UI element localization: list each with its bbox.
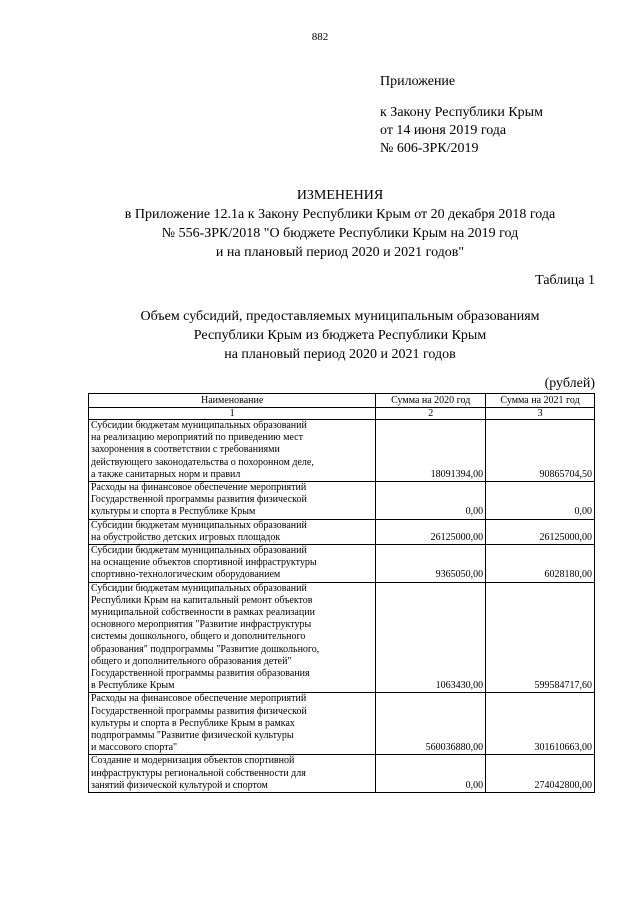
table-row <box>89 755 595 793</box>
column-number: 1 <box>89 408 376 420</box>
row-name-line: муниципальной собственности в рамках реализации <box>91 607 315 619</box>
page-number: 882 <box>311 31 329 43</box>
column-header-name: Наименование <box>89 394 376 408</box>
subtitle-line: Объем субсидий, предоставляемых муниципальным образованиям <box>140 309 540 324</box>
row-name-line: Субсидии бюджетам муниципальных образований <box>91 420 307 431</box>
table-row <box>89 545 595 583</box>
row-name-line: действующего законодательства о похоронном деле, <box>91 456 314 468</box>
amount-2020: 0,00 <box>376 755 486 793</box>
row-name-line: подпрограммы "Развитие физической культуры <box>91 730 294 742</box>
heading-line: № 556-ЗРК/2018 "О бюджете Республики Крым на 2019 год <box>161 226 519 241</box>
amount-2021: 26125000,00 <box>486 519 595 544</box>
table-row <box>89 582 595 693</box>
table-row <box>89 519 595 544</box>
amount-2021: 90865704,50 <box>486 420 595 482</box>
table-label: Таблица 1 <box>535 273 595 288</box>
row-name <box>89 693 376 755</box>
row-name-line: занятий физической культурой и спортом <box>91 779 268 791</box>
row-name-line: системы дошкольного, общего и дополнительного <box>91 631 306 643</box>
column-number: 3 <box>486 408 595 420</box>
row-name-line: спортивно-технологическим оборудованием <box>91 569 281 581</box>
table-subtitle <box>60 307 620 364</box>
row-name-line: а также санитарных норм и правил <box>91 468 241 480</box>
row-name <box>89 582 376 693</box>
column-number: 2 <box>376 408 486 420</box>
row-name-line: образования" подпрограммы "Развитие дошкольного, <box>91 643 320 655</box>
row-name <box>89 420 376 482</box>
row-name-line: в Республике Крым <box>91 680 175 692</box>
amount-2020: 0,00 <box>376 482 486 520</box>
amount-2021: 0,00 <box>486 482 595 520</box>
row-name <box>89 519 376 544</box>
heading-title: ИЗМЕНЕНИЯ <box>296 188 384 203</box>
table-row <box>89 420 595 482</box>
appendix-block <box>380 73 543 158</box>
row-name-line: Государственной программы развития физической <box>91 705 307 717</box>
table-row <box>89 482 595 520</box>
appendix-line: № 606-ЗРК/2019 <box>380 141 479 156</box>
appendix-title: Приложение <box>380 74 456 89</box>
row-name <box>89 545 376 583</box>
amount-2020: 18091394,00 <box>376 420 486 482</box>
subtitle-line: Республики Крым из бюджета Республики Крым <box>193 328 487 343</box>
row-name <box>89 755 376 793</box>
row-name-line: инфраструктуры региональной собственности для <box>91 767 306 779</box>
amount-2021: 6028180,00 <box>486 545 595 583</box>
row-name-line: Государственной программы развития физической <box>91 494 307 506</box>
amount-2020: 560036880,00 <box>376 693 486 755</box>
row-name <box>89 482 376 520</box>
amount-2021: 301610663,00 <box>486 693 595 755</box>
column-header-2020: Сумма на 2020 год <box>376 394 486 408</box>
heading-line: и на плановый период 2020 и 2021 годов" <box>215 245 465 260</box>
appendix-line: к Закону Республики Крым <box>380 105 543 120</box>
document-heading <box>60 186 620 262</box>
row-name-line: и массового спорта" <box>91 742 178 754</box>
amount-2021: 599584717,60 <box>486 582 595 693</box>
row-name-line: культуры и спорта в Республике Крым в рамках <box>91 717 295 729</box>
table-row <box>89 693 595 755</box>
row-name-line: Государственной программы развития образования <box>91 668 310 680</box>
row-name-line: основного мероприятия "Развитие инфраструктуры <box>91 619 312 631</box>
row-name-line: на реализацию мероприятий по приведению мест <box>91 432 303 444</box>
row-name-line: культуры и спорта в Республике Крым <box>91 506 256 518</box>
row-name-line: на обустройство детских игровых площадок <box>91 531 281 543</box>
subsidies-table <box>88 393 595 793</box>
row-name-line: Создание и модернизация объектов спортивной <box>91 755 295 767</box>
amount-2021: 274042800,00 <box>486 755 595 793</box>
row-name-line: Расходы на финансовое обеспечение мероприятий <box>91 482 307 494</box>
amount-2020: 9365050,00 <box>376 545 486 583</box>
amount-2020: 26125000,00 <box>376 519 486 544</box>
unit-label: (рублей) <box>544 376 595 391</box>
row-name-line: Субсидии бюджетам муниципальных образований <box>91 519 307 531</box>
column-header-2021: Сумма на 2021 год <box>486 394 595 408</box>
row-name-line: общего и дополнительного образования детей" <box>91 655 292 667</box>
appendix-line: от 14 июня 2019 года <box>380 123 507 138</box>
table-header-row <box>89 394 595 408</box>
subtitle-line: на плановый период 2020 и 2021 годов <box>224 347 456 362</box>
row-name-line: на оснащение объектов спортивной инфраструктуры <box>91 557 317 569</box>
row-name-line: Субсидии бюджетам муниципальных образований <box>91 582 307 594</box>
row-name-line: Республики Крым на капитальный ремонт объектов <box>91 594 313 606</box>
row-name-line: Расходы на финансовое обеспечение мероприятий <box>91 693 307 705</box>
row-name-line: Субсидии бюджетам муниципальных образований <box>91 545 307 557</box>
row-name-line: захоронения в соответствии с требованиями <box>91 444 280 456</box>
amount-2020: 1063430,00 <box>376 582 486 693</box>
column-number-row <box>89 408 595 420</box>
heading-line: в Приложение 12.1а к Закону Республики Крым от 20 декабря 2018 года <box>124 207 556 222</box>
